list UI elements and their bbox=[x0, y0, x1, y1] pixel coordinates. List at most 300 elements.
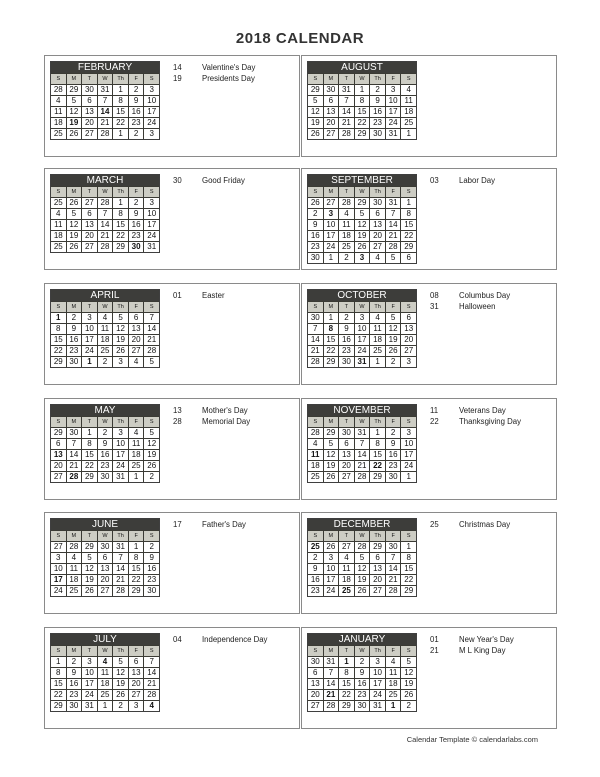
day-cell: 22 bbox=[113, 118, 128, 128]
holiday-item bbox=[173, 634, 295, 645]
day-cell: 29 bbox=[324, 357, 339, 367]
holiday-date: 03 bbox=[430, 176, 439, 185]
day-cell: 13 bbox=[370, 220, 385, 230]
day-cell: 28 bbox=[308, 428, 323, 438]
day-cell: 2 bbox=[308, 209, 323, 219]
holiday-date: 11 bbox=[430, 406, 439, 415]
day-cell: 26 bbox=[386, 346, 401, 356]
day-cell: 12 bbox=[67, 107, 82, 117]
day-cell: 5 bbox=[144, 357, 159, 367]
day-cell: 7 bbox=[67, 439, 82, 449]
day-cell: 12 bbox=[355, 220, 370, 230]
weekday-header: T bbox=[339, 74, 354, 84]
day-cell: 17 bbox=[324, 231, 339, 241]
day-cell: 12 bbox=[324, 450, 339, 460]
day-cell: 6 bbox=[308, 668, 323, 678]
day-cell: 11 bbox=[98, 668, 113, 678]
mini-calendar bbox=[50, 404, 160, 483]
day-cell: 20 bbox=[401, 335, 416, 345]
day-cell: 1 bbox=[339, 657, 354, 667]
day-cell: 15 bbox=[324, 335, 339, 345]
day-cell: 30 bbox=[67, 428, 82, 438]
day-cell: 4 bbox=[339, 209, 354, 219]
day-grid bbox=[51, 416, 159, 482]
day-cell: 30 bbox=[386, 472, 401, 482]
day-cell: 16 bbox=[355, 679, 370, 689]
day-cell: 24 bbox=[355, 346, 370, 356]
day-cell: 2 bbox=[339, 313, 354, 323]
day-cell: 13 bbox=[370, 564, 385, 574]
day-cell: 31 bbox=[113, 472, 128, 482]
day-cell: 7 bbox=[355, 439, 370, 449]
day-cell: 13 bbox=[401, 324, 416, 334]
day-cell: 22 bbox=[355, 118, 370, 128]
day-cell: 27 bbox=[129, 346, 144, 356]
day-cell: 5 bbox=[324, 439, 339, 449]
day-cell: 20 bbox=[98, 575, 113, 585]
weekday-header: W bbox=[98, 646, 113, 656]
day-grid bbox=[308, 186, 416, 263]
day-cell: 7 bbox=[98, 209, 113, 219]
day-cell: 21 bbox=[386, 231, 401, 241]
day-cell: 1 bbox=[129, 472, 144, 482]
day-cell: 30 bbox=[98, 542, 113, 552]
day-cell: 9 bbox=[386, 439, 401, 449]
weekday-header: T bbox=[82, 417, 97, 427]
holiday-list bbox=[430, 290, 552, 312]
weekday-header: S bbox=[144, 417, 159, 427]
day-cell: 9 bbox=[67, 324, 82, 334]
day-cell: 1 bbox=[113, 198, 128, 208]
day-cell: 1 bbox=[355, 85, 370, 95]
day-cell: 6 bbox=[339, 439, 354, 449]
mini-calendar bbox=[50, 289, 160, 368]
day-cell: 13 bbox=[51, 450, 66, 460]
weekday-header: M bbox=[67, 302, 82, 312]
day-cell: 11 bbox=[129, 439, 144, 449]
day-cell: 8 bbox=[370, 439, 385, 449]
day-cell: 12 bbox=[144, 439, 159, 449]
holiday-name: Mother's Day bbox=[202, 406, 248, 415]
holiday-item bbox=[173, 405, 295, 416]
day-cell: 17 bbox=[82, 679, 97, 689]
weekday-header: W bbox=[355, 531, 370, 541]
day-cell: 8 bbox=[113, 96, 128, 106]
day-cell: 1 bbox=[113, 129, 128, 139]
day-cell: 5 bbox=[308, 96, 323, 106]
day-cell: 25 bbox=[386, 690, 401, 700]
day-cell: 14 bbox=[324, 679, 339, 689]
holiday-date: 19 bbox=[173, 74, 182, 83]
day-cell: 26 bbox=[82, 586, 97, 596]
day-cell: 24 bbox=[386, 118, 401, 128]
weekday-header: M bbox=[324, 646, 339, 656]
day-cell: 29 bbox=[51, 428, 66, 438]
day-cell: 5 bbox=[144, 428, 159, 438]
day-cell: 27 bbox=[51, 542, 66, 552]
day-cell: 27 bbox=[82, 129, 97, 139]
day-cell: 23 bbox=[308, 586, 323, 596]
day-cell: 2 bbox=[144, 542, 159, 552]
holiday-date: 31 bbox=[430, 302, 439, 311]
day-cell: 26 bbox=[67, 242, 82, 252]
day-cell: 22 bbox=[324, 346, 339, 356]
holiday-date: 22 bbox=[430, 417, 439, 426]
holiday-date: 13 bbox=[173, 406, 182, 415]
weekday-header: T bbox=[82, 531, 97, 541]
day-cell: 8 bbox=[339, 668, 354, 678]
day-cell: 28 bbox=[144, 346, 159, 356]
day-grid bbox=[308, 73, 416, 139]
holiday-item bbox=[430, 405, 552, 416]
day-cell: 21 bbox=[98, 118, 113, 128]
day-cell: 3 bbox=[144, 198, 159, 208]
day-cell: 4 bbox=[98, 657, 113, 667]
day-cell: 26 bbox=[144, 461, 159, 471]
weekday-header: S bbox=[51, 417, 66, 427]
holiday-list bbox=[173, 634, 295, 645]
day-cell: 15 bbox=[113, 220, 128, 230]
weekday-header: S bbox=[144, 74, 159, 84]
day-cell: 14 bbox=[113, 564, 128, 574]
holiday-date: 25 bbox=[430, 520, 439, 529]
day-cell: 16 bbox=[386, 450, 401, 460]
day-cell: 11 bbox=[339, 220, 354, 230]
day-cell: 10 bbox=[113, 439, 128, 449]
weekday-header: Th bbox=[370, 302, 385, 312]
day-cell: 22 bbox=[51, 346, 66, 356]
day-cell: 31 bbox=[370, 701, 385, 711]
weekday-header: W bbox=[355, 74, 370, 84]
day-cell: 31 bbox=[355, 428, 370, 438]
day-cell: 3 bbox=[144, 85, 159, 95]
day-cell: 4 bbox=[339, 553, 354, 563]
day-cell: 10 bbox=[324, 564, 339, 574]
day-cell: 31 bbox=[113, 542, 128, 552]
day-cell: 22 bbox=[370, 461, 385, 471]
day-cell: 13 bbox=[82, 107, 97, 117]
day-cell: 21 bbox=[67, 461, 82, 471]
day-cell: 30 bbox=[370, 129, 385, 139]
holiday-date: 14 bbox=[173, 63, 182, 72]
day-cell: 28 bbox=[355, 472, 370, 482]
day-cell: 2 bbox=[308, 553, 323, 563]
weekday-header: S bbox=[51, 187, 66, 197]
day-cell: 13 bbox=[308, 679, 323, 689]
holiday-item bbox=[430, 301, 552, 312]
day-cell: 25 bbox=[401, 118, 416, 128]
day-cell: 19 bbox=[67, 118, 82, 128]
holiday-name: Presidents Day bbox=[202, 74, 255, 83]
day-cell: 4 bbox=[129, 357, 144, 367]
weekday-header: S bbox=[308, 187, 323, 197]
day-grid bbox=[308, 416, 416, 482]
day-cell: 7 bbox=[144, 313, 159, 323]
day-cell: 18 bbox=[386, 679, 401, 689]
day-cell: 18 bbox=[339, 575, 354, 585]
day-cell: 7 bbox=[386, 553, 401, 563]
day-cell: 31 bbox=[98, 85, 113, 95]
day-cell: 1 bbox=[324, 253, 339, 263]
day-cell: 5 bbox=[386, 253, 401, 263]
mini-calendar bbox=[50, 61, 160, 140]
day-cell: 25 bbox=[370, 346, 385, 356]
day-cell: 17 bbox=[51, 575, 66, 585]
day-cell: 3 bbox=[401, 357, 416, 367]
day-cell: 19 bbox=[386, 335, 401, 345]
day-cell: 15 bbox=[82, 450, 97, 460]
day-cell: 10 bbox=[144, 209, 159, 219]
day-cell: 25 bbox=[308, 472, 323, 482]
weekday-header: W bbox=[98, 531, 113, 541]
weekday-header: T bbox=[339, 646, 354, 656]
day-cell: 2 bbox=[386, 428, 401, 438]
day-cell: 26 bbox=[67, 129, 82, 139]
day-cell: 22 bbox=[113, 231, 128, 241]
day-cell: 27 bbox=[370, 242, 385, 252]
day-cell: 29 bbox=[51, 357, 66, 367]
day-cell: 23 bbox=[67, 690, 82, 700]
day-cell: 22 bbox=[339, 690, 354, 700]
weekday-header: F bbox=[129, 302, 144, 312]
day-cell: 24 bbox=[370, 690, 385, 700]
day-cell: 23 bbox=[308, 242, 323, 252]
day-cell: 4 bbox=[98, 313, 113, 323]
day-cell: 30 bbox=[386, 542, 401, 552]
day-cell: 10 bbox=[82, 668, 97, 678]
day-cell: 13 bbox=[82, 220, 97, 230]
day-cell: 12 bbox=[113, 324, 128, 334]
day-cell: 17 bbox=[355, 335, 370, 345]
day-cell: 31 bbox=[386, 198, 401, 208]
month-box-september bbox=[301, 168, 557, 270]
day-cell: 12 bbox=[386, 324, 401, 334]
holiday-name: Independence Day bbox=[202, 635, 268, 644]
day-cell: 5 bbox=[401, 657, 416, 667]
day-cell: 24 bbox=[113, 461, 128, 471]
day-cell: 6 bbox=[51, 439, 66, 449]
day-cell: 7 bbox=[339, 96, 354, 106]
day-cell: 27 bbox=[401, 346, 416, 356]
day-cell: 3 bbox=[355, 313, 370, 323]
weekday-header: F bbox=[129, 74, 144, 84]
month-name: MARCH bbox=[51, 175, 159, 186]
day-cell: 29 bbox=[82, 472, 97, 482]
day-cell: 1 bbox=[113, 85, 128, 95]
day-cell: 13 bbox=[324, 107, 339, 117]
day-cell: 4 bbox=[129, 428, 144, 438]
day-cell: 27 bbox=[308, 701, 323, 711]
day-cell: 7 bbox=[98, 96, 113, 106]
day-cell: 9 bbox=[308, 220, 323, 230]
day-cell: 17 bbox=[324, 575, 339, 585]
holiday-date: 28 bbox=[173, 417, 182, 426]
day-cell: 1 bbox=[401, 472, 416, 482]
day-cell: 6 bbox=[401, 253, 416, 263]
day-cell: 18 bbox=[67, 575, 82, 585]
day-cell: 5 bbox=[386, 313, 401, 323]
weekday-header: S bbox=[144, 646, 159, 656]
weekday-header: S bbox=[401, 417, 416, 427]
day-cell: 29 bbox=[67, 85, 82, 95]
day-cell: 7 bbox=[308, 324, 323, 334]
holiday-name: Valentine's Day bbox=[202, 63, 256, 72]
day-cell: 18 bbox=[51, 231, 66, 241]
day-cell: 19 bbox=[308, 118, 323, 128]
day-cell: 14 bbox=[98, 220, 113, 230]
day-cell: 1 bbox=[129, 542, 144, 552]
weekday-header: M bbox=[324, 302, 339, 312]
day-cell: 1 bbox=[82, 428, 97, 438]
day-cell: 2 bbox=[339, 253, 354, 263]
mini-calendar bbox=[307, 633, 417, 712]
weekday-header: M bbox=[67, 74, 82, 84]
day-cell: 1 bbox=[401, 129, 416, 139]
day-cell: 17 bbox=[370, 679, 385, 689]
holiday-item bbox=[430, 519, 552, 530]
day-cell: 23 bbox=[67, 346, 82, 356]
weekday-header: S bbox=[51, 302, 66, 312]
day-cell: 11 bbox=[98, 324, 113, 334]
day-cell: 7 bbox=[113, 553, 128, 563]
day-cell: 4 bbox=[370, 313, 385, 323]
holiday-name: Christmas Day bbox=[459, 520, 511, 529]
day-cell: 12 bbox=[355, 564, 370, 574]
day-cell: 25 bbox=[67, 586, 82, 596]
day-cell: 29 bbox=[355, 198, 370, 208]
weekday-header: W bbox=[355, 646, 370, 656]
holiday-date: 08 bbox=[430, 291, 439, 300]
day-cell: 5 bbox=[355, 209, 370, 219]
day-cell: 16 bbox=[339, 335, 354, 345]
weekday-header: W bbox=[98, 417, 113, 427]
weekday-header: S bbox=[51, 74, 66, 84]
day-cell: 28 bbox=[386, 242, 401, 252]
day-cell: 11 bbox=[51, 107, 66, 117]
weekday-header: T bbox=[82, 74, 97, 84]
day-cell: 12 bbox=[67, 220, 82, 230]
day-cell: 4 bbox=[67, 553, 82, 563]
weekday-header: Th bbox=[113, 417, 128, 427]
holiday-item bbox=[173, 175, 295, 186]
weekday-header: M bbox=[324, 187, 339, 197]
day-cell: 17 bbox=[144, 107, 159, 117]
weekday-header: W bbox=[98, 187, 113, 197]
month-box-july bbox=[44, 627, 300, 729]
day-cell: 1 bbox=[51, 657, 66, 667]
day-cell: 2 bbox=[98, 428, 113, 438]
day-cell: 6 bbox=[370, 553, 385, 563]
holiday-list bbox=[430, 634, 552, 656]
weekday-header: F bbox=[386, 417, 401, 427]
day-cell: 10 bbox=[355, 324, 370, 334]
day-cell: 14 bbox=[144, 668, 159, 678]
day-cell: 9 bbox=[370, 96, 385, 106]
day-cell: 26 bbox=[67, 198, 82, 208]
day-cell: 23 bbox=[386, 461, 401, 471]
day-cell: 2 bbox=[129, 129, 144, 139]
day-cell: 8 bbox=[129, 553, 144, 563]
day-cell: 30 bbox=[67, 701, 82, 711]
holiday-date: 01 bbox=[430, 635, 439, 644]
day-cell: 25 bbox=[98, 346, 113, 356]
weekday-header: S bbox=[144, 302, 159, 312]
day-cell: 16 bbox=[370, 107, 385, 117]
day-cell: 14 bbox=[144, 324, 159, 334]
day-cell: 19 bbox=[324, 461, 339, 471]
weekday-header: S bbox=[144, 187, 159, 197]
day-cell: 27 bbox=[51, 472, 66, 482]
day-cell: 26 bbox=[401, 690, 416, 700]
day-cell: 28 bbox=[324, 701, 339, 711]
weekday-header: Th bbox=[370, 187, 385, 197]
day-cell: 18 bbox=[129, 450, 144, 460]
day-cell: 15 bbox=[370, 450, 385, 460]
day-cell: 15 bbox=[401, 220, 416, 230]
day-cell: 3 bbox=[386, 85, 401, 95]
day-cell: 29 bbox=[324, 428, 339, 438]
day-cell: 25 bbox=[308, 542, 323, 552]
day-cell: 6 bbox=[129, 657, 144, 667]
day-cell: 13 bbox=[129, 324, 144, 334]
month-box-february bbox=[44, 55, 300, 157]
day-cell: 20 bbox=[82, 118, 97, 128]
day-cell: 29 bbox=[339, 701, 354, 711]
weekday-header: Th bbox=[370, 417, 385, 427]
weekday-header: W bbox=[355, 302, 370, 312]
day-cell: 28 bbox=[308, 357, 323, 367]
weekday-header: T bbox=[82, 187, 97, 197]
month-box-november bbox=[301, 398, 557, 500]
month-name: JULY bbox=[51, 634, 159, 645]
day-cell: 9 bbox=[308, 564, 323, 574]
day-cell: 25 bbox=[339, 586, 354, 596]
weekday-header: Th bbox=[370, 646, 385, 656]
day-cell: 13 bbox=[339, 450, 354, 460]
day-cell: 5 bbox=[82, 553, 97, 563]
holiday-name: M L King Day bbox=[459, 646, 506, 655]
day-cell: 23 bbox=[129, 231, 144, 241]
day-grid bbox=[51, 530, 159, 596]
month-name: SEPTEMBER bbox=[308, 175, 416, 186]
day-cell: 2 bbox=[113, 701, 128, 711]
month-name: OCTOBER bbox=[308, 290, 416, 301]
day-cell: 2 bbox=[401, 701, 416, 711]
day-cell: 3 bbox=[51, 553, 66, 563]
holiday-name: Columbus Day bbox=[459, 291, 511, 300]
day-cell: 6 bbox=[98, 553, 113, 563]
day-cell: 20 bbox=[82, 231, 97, 241]
mini-calendar bbox=[307, 174, 417, 264]
day-cell: 30 bbox=[144, 586, 159, 596]
weekday-header: W bbox=[355, 187, 370, 197]
day-cell: 16 bbox=[308, 575, 323, 585]
day-cell: 9 bbox=[129, 209, 144, 219]
day-cell: 4 bbox=[51, 96, 66, 106]
day-cell: 6 bbox=[324, 96, 339, 106]
holiday-list bbox=[430, 519, 552, 530]
mini-calendar bbox=[50, 518, 160, 597]
weekday-header: Th bbox=[370, 74, 385, 84]
day-cell: 6 bbox=[370, 209, 385, 219]
holiday-name: Memorial Day bbox=[202, 417, 251, 426]
day-cell: 5 bbox=[355, 553, 370, 563]
day-cell: 9 bbox=[67, 668, 82, 678]
day-cell: 21 bbox=[324, 690, 339, 700]
month-name: NOVEMBER bbox=[308, 405, 416, 416]
day-grid bbox=[51, 645, 159, 711]
day-cell: 24 bbox=[324, 242, 339, 252]
